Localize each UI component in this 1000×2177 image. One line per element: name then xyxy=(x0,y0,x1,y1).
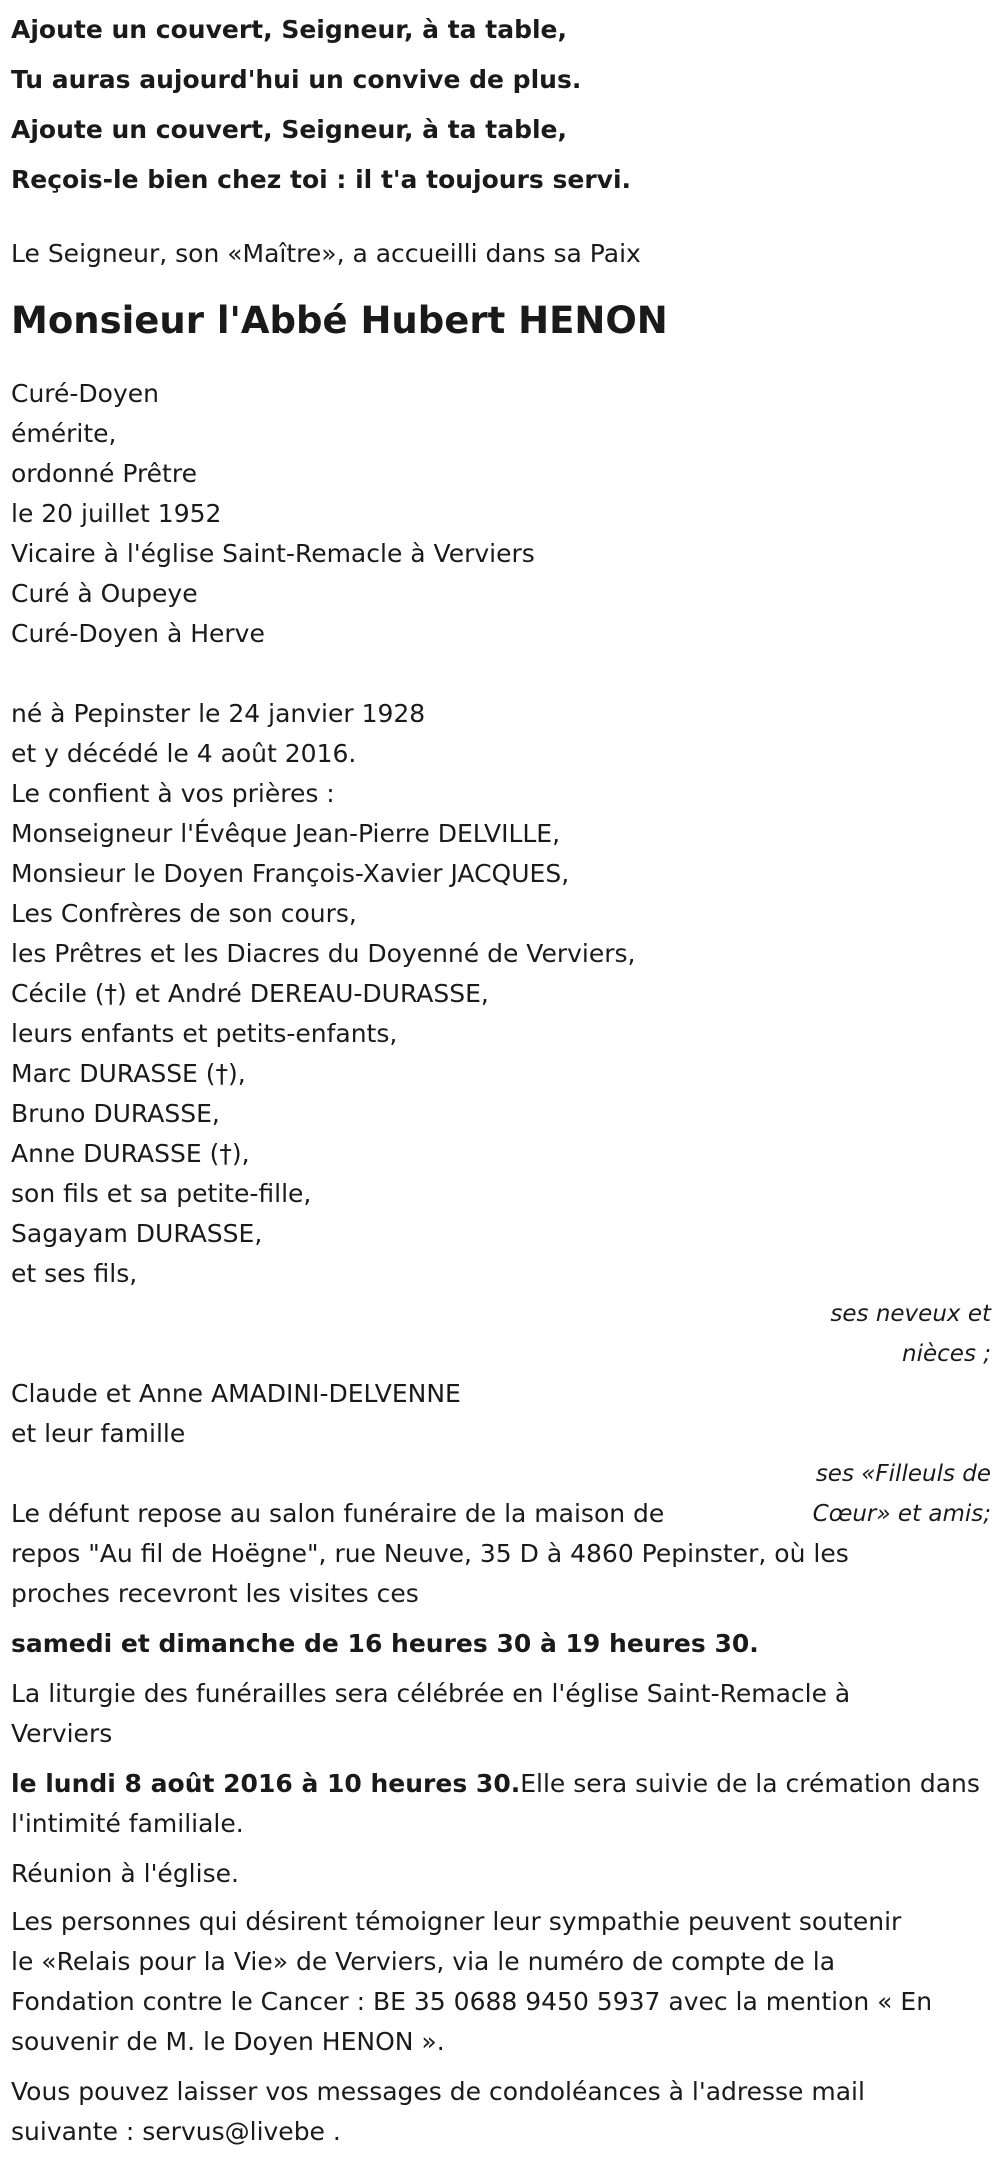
donation-line: Les personnes qui désirent témoigner leur sympathie peuvent soutenir xyxy=(11,1907,902,1936)
reunion-line: Réunion à l'église. xyxy=(11,1859,239,1888)
title-line: Curé-Doyen à Herve xyxy=(11,619,265,648)
funeral-date-line xyxy=(11,1764,991,1804)
donation-line: souvenir de M. le Doyen HENON ». xyxy=(11,2027,445,2056)
visitation-line: Le défunt repose au salon funéraire de la maison de xyxy=(11,1499,665,1528)
titles-list xyxy=(11,374,991,654)
bio-line: leurs enfants et petits-enfants, xyxy=(11,1019,398,1048)
bio-line: Cécile (†) et André DEREAU-DURASSE, xyxy=(11,979,489,1008)
title-line: ordonné Prêtre xyxy=(11,459,197,488)
family-line: et leur famille xyxy=(11,1419,186,1448)
reunion-text xyxy=(11,1854,991,1894)
aside-line: nièces ; xyxy=(902,1341,991,1367)
poem-line: Tu auras aujourd'hui un convive de plus. xyxy=(11,65,582,94)
visitation-line: proches recevront les visites ces xyxy=(11,1579,419,1608)
deceased-name: Monsieur l'Abbé Hubert HENON xyxy=(11,299,668,342)
visitation-line: repos "Au fil de Hoëgne", rue Neuve, 35 D à 4860 Pepinster, où les xyxy=(11,1539,849,1568)
poem xyxy=(11,5,991,205)
aside-godchildren xyxy=(813,1454,991,1534)
obituary-content xyxy=(11,0,991,2152)
funeral-line: La liturgie des funérailles sera célébrée en l'église Saint-Remacle à xyxy=(11,1679,851,1708)
godchildren-family xyxy=(11,1374,991,1454)
bio-line: les Prêtres et les Diacres du Doyenné de Verviers, xyxy=(11,939,636,968)
aside-line: ses neveux et xyxy=(830,1301,991,1327)
title-line: Vicaire à l'église Saint-Remacle à Verviers xyxy=(11,539,535,568)
funeral-section xyxy=(11,1674,991,1754)
donation-section xyxy=(11,1902,991,2062)
bio-line: Sagayam DURASSE, xyxy=(11,1219,263,1248)
poem-line: Ajoute un couvert, Seigneur, à ta table, xyxy=(11,15,567,44)
bio-line: né à Pepinster le 24 janvier 1928 xyxy=(11,699,426,728)
aside-line: Cœur» et amis; xyxy=(812,1501,991,1527)
bio-line: et ses fils, xyxy=(11,1259,138,1288)
funeral-date-rest: Elle sera suivie de la crémation dans xyxy=(520,1769,980,1798)
bio-line: Anne DURASSE (†), xyxy=(11,1139,250,1168)
funeral-date-line2: l'intimité familiale. xyxy=(11,1809,244,1838)
aside-line: ses «Filleuls de xyxy=(815,1461,991,1487)
condolences-section xyxy=(11,2072,991,2152)
bio-line: Les Confrères de son cours, xyxy=(11,899,357,928)
donation-line: le «Relais pour la Vie» de Verviers, via le numéro de compte de la xyxy=(11,1947,836,1976)
funeral-line: Verviers xyxy=(11,1719,113,1748)
funeral-date xyxy=(11,1764,991,1844)
title-line: le 20 juillet 1952 xyxy=(11,499,222,528)
bio-line: Monsieur le Doyen François-Xavier JACQUES, xyxy=(11,859,570,888)
poem-line: Reçois-le bien chez toi : il t'a toujours servi. xyxy=(11,165,632,194)
condolences-line: Vous pouvez laisser vos messages de condoléances à l'adresse mail xyxy=(11,2077,865,2106)
title-line: émérite, xyxy=(11,419,117,448)
bio-line: son fils et sa petite-fille, xyxy=(11,1179,312,1208)
donation-line: Fondation contre le Cancer : BE 35 0688 9450 5937 avec la mention « En xyxy=(11,1987,933,2016)
family-line: Claude et Anne AMADINI-DELVENNE xyxy=(11,1379,461,1408)
title-line: Curé à Oupeye xyxy=(11,579,198,608)
bio-line: Monseigneur l'Évêque Jean-Pierre DELVILLE, xyxy=(11,819,561,848)
bio-line: Le confient à vos prières : xyxy=(11,779,335,808)
poem-line: Ajoute un couvert, Seigneur, à ta table, xyxy=(11,115,567,144)
title-line: Curé-Doyen xyxy=(11,379,159,408)
bio-line: Marc DURASSE (†), xyxy=(11,1059,246,1088)
intro-text: Le Seigneur, son «Maître», a accueilli dans sa Paix xyxy=(11,239,641,268)
bio-list xyxy=(11,694,991,1294)
bio-line: et y décédé le 4 août 2016. xyxy=(11,739,357,768)
aside-nephews xyxy=(11,1294,991,1374)
funeral-date-bold: le lundi 8 août 2016 à 10 heures 30. xyxy=(11,1769,521,1798)
bio-line: Bruno DURASSE, xyxy=(11,1099,220,1128)
condolences-line: suivante : servus@livebe . xyxy=(11,2117,341,2146)
visitation-hours: samedi et dimanche de 16 heures 30 à 19 heures 30. xyxy=(11,1629,759,1658)
